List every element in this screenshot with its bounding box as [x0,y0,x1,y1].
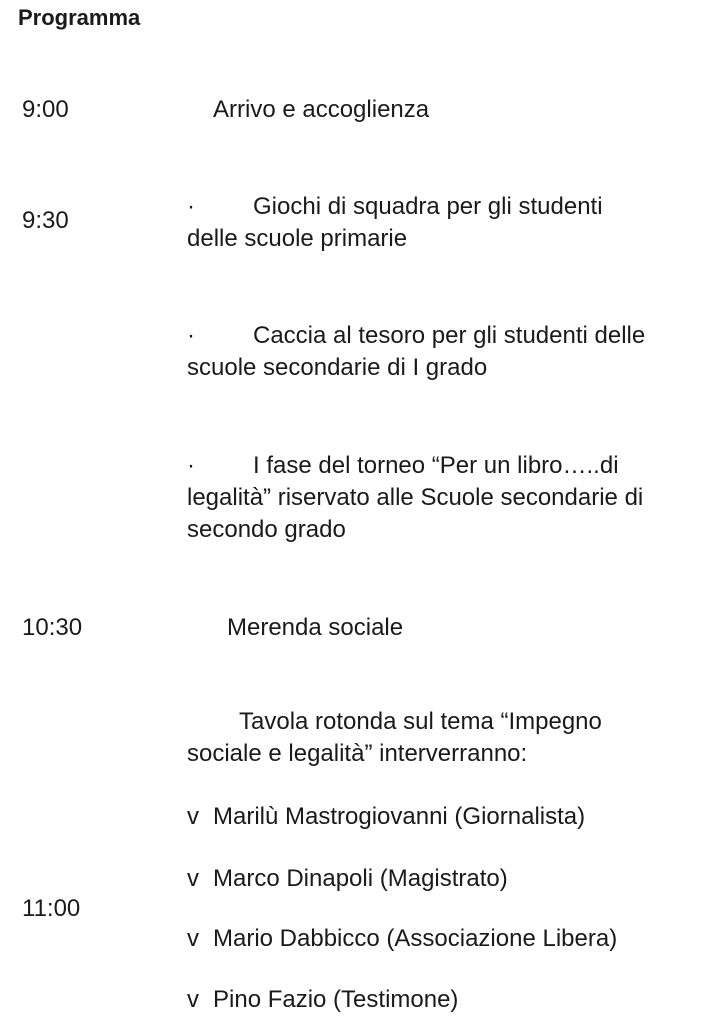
time-10-30: 10:30 [22,614,83,641]
speaker-name: Marco Dinapoli (Magistrato) [213,865,508,892]
arrival-text: Arrivo e accoglienza [213,96,430,123]
snack-text: Merenda sociale [227,614,404,641]
activity-item [187,450,702,546]
round-table-intro [187,706,702,770]
v-bullet-icon: v [187,925,199,952]
activity-item [187,320,702,384]
v-bullet-icon: v [187,986,199,1013]
time-9-30: 9:30 [22,207,69,234]
time-11-00: 11:00 [22,895,81,922]
speaker-name: Marilù Mastrogiovanni (Giornalista) [213,803,586,830]
speaker-name: Mario Dabbicco (Associazione Libera) [213,925,618,952]
round-table-text: Tavola rotonda sul tema “Impegno [239,708,602,735]
speaker-name: Pino Fazio (Testimone) [213,986,459,1013]
speaker-item [187,863,508,895]
activity-text: delle scuole primarie [187,225,408,252]
v-bullet-icon: v [187,803,199,830]
program-title: Programma [18,5,141,30]
speaker-item [187,984,458,1016]
activity-text: scuole secondarie di I grado [187,354,488,381]
bullet-icon: · [187,193,195,220]
activity-text: I fase del torneo “Per un libro…..di [253,452,619,479]
speaker-item [187,923,617,955]
activity-item [187,191,702,255]
bullet-icon: · [187,322,195,349]
v-bullet-icon: v [187,865,199,892]
activity-text: secondo grado [187,516,346,543]
speaker-item [187,801,585,833]
activity-text: legalità” riservato alle Scuole secondarie di [187,484,644,511]
bullet-icon: · [187,452,195,479]
time-9-00: 9:00 [22,96,69,123]
activity-text: Giochi di squadra per gli studenti [253,193,603,220]
activity-text: Caccia al tesoro per gli studenti delle [253,322,646,349]
round-table-text: sociale e legalità” interverranno: [187,740,528,767]
